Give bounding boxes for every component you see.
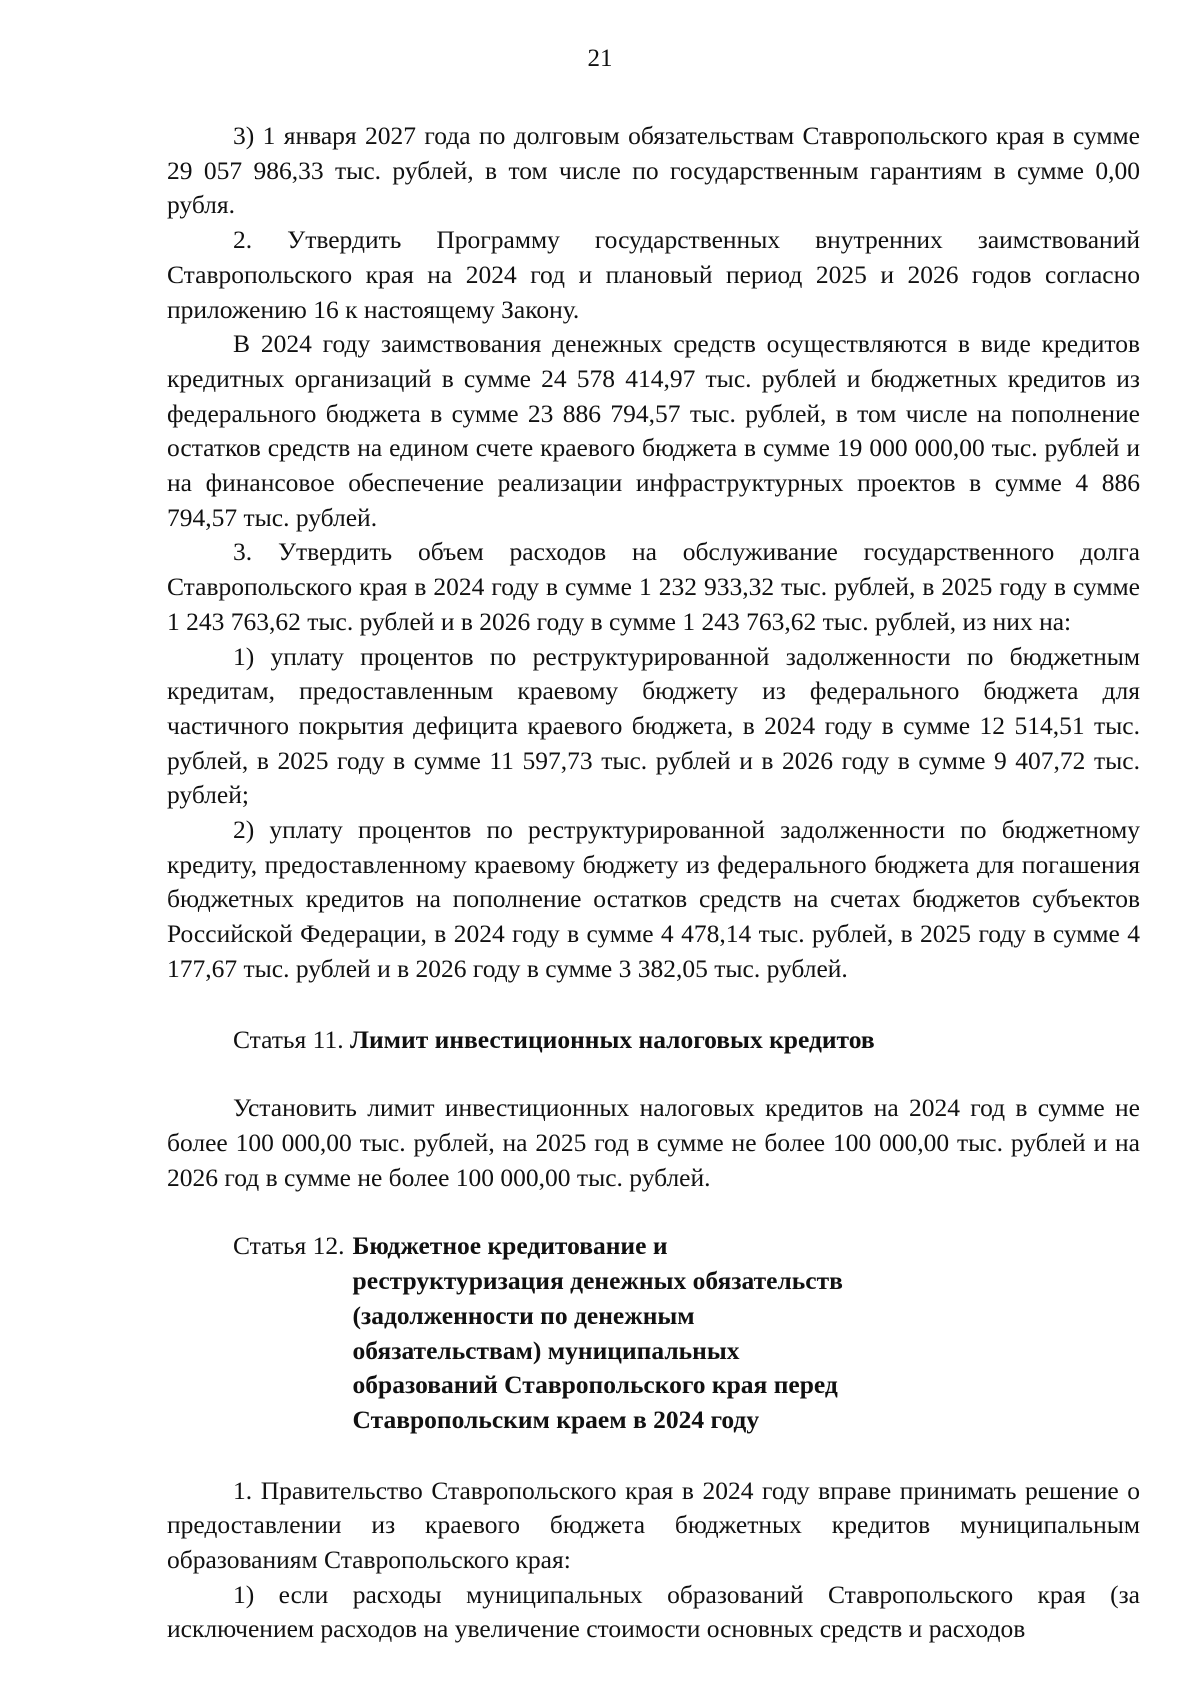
paragraph-borrowing-program: 2. Утвердить Программу государственных внутренних заимствований Ставропольского края на 2024 год и плановый период 2025 и 2026 годов согласно приложению 16 к настоящему Закону.	[167, 225, 1140, 324]
page-number: 21	[587, 45, 613, 72]
article-12-label: Статья 12.	[233, 1231, 345, 1261]
paragraph-debt-service-volume: 3. Утвердить объем расходов на обслуживание государственного долга Ставропольского края в 2024 году в сумме 1 232 933,32 тыс. рублей, в 2025 году в сумме 1 243 763,62 тыс. рублей и в 2026 году в сумме 1 243 763,62 тыс. рублей, из них на:	[167, 537, 1140, 636]
article-11-text: Установить лимит инвестиционных налоговых кредитов на 2024 год в сумме не более 100 000,00 тыс. рублей, на 2025 год в сумме не более 100 000,00 тыс. рублей и на 2026 год в сумме не более 100 000,00 тыс. рублей.	[167, 1093, 1140, 1192]
article-12-heading	[167, 1229, 1140, 1437]
paragraph-interest-item-1: 1) уплату процентов по реструктурированной задолженности по бюджетным кредитам, предоставленным краевому бюджету из федерального бюджета для частичного покрытия дефицита краевого бюджета, в 2024 году в сумме 12 514,51 тыс. рублей, в 2025 году в сумме 11 597,73 тыс. рублей и в 2026 году в сумме 9 407,72 тыс. рублей;	[167, 641, 1140, 810]
paragraph-borrowings-2024: В 2024 году заимствования денежных средств осуществляются в виде кредитов кредитных организаций в сумме 24 578 414,97 тыс. рублей и бюджетных кредитов из федерального бюджета в сумме 23 886 794,57 тыс. рублей, в том числе на пополнение остатков средств на едином счете краевого бюджета в сумме 19 000 000,00 тыс. рублей и на финансовое обеспечение реализации инфраструктурных проектов в сумме 4 886 794,57 тыс. рублей.	[167, 329, 1140, 532]
article-11-title: Лимит инвестиционных налоговых кредитов	[349, 1024, 875, 1054]
article-11-heading	[167, 1023, 1140, 1058]
document-body	[167, 119, 1140, 1647]
article-12-paragraph-1: 1. Правительство Ставропольского края в 2024 году вправе принимать решение о предоставлении из краевого бюджета бюджетных кредитов муниципальным образованиям Ставропольского края:	[167, 1475, 1140, 1575]
paragraph-interest-item-2: 2) уплату процентов по реструктурированной задолженности по бюджетному кредиту, предоставленному краевому бюджету из федерального бюджета для погашения бюджетных кредитов на пополнение остатков средств на счетах бюджетов субъектов Российской Федерации, в 2024 году в сумме 4 478,14 тыс. рублей, в 2025 году в сумме 4 177,67 тыс. рублей и в 2026 году в сумме 3 382,05 тыс. рублей.	[167, 815, 1140, 983]
article-12-title: Бюджетное кредитование и реструктуризация денежных обязательств (задолженности по денежным обязательствам) муниципальных образований Ставропольского края перед Ставропольским краем в 2024 году	[352, 1231, 843, 1434]
article-12-paragraph-2: 1) если расходы муниципальных образований Ставропольского края (за исключением расходов на увеличение стоимости основных средств и расходов	[167, 1579, 1140, 1644]
article-11-label: Статья 11.	[233, 1024, 344, 1054]
paragraph-debt-2027: 3) 1 января 2027 года по долговым обязательствам Ставропольского края в сумме 29 057 986,33 тыс. рублей, в том числе по государственным гарантиям в сумме 0,00 рубля.	[167, 121, 1140, 220]
